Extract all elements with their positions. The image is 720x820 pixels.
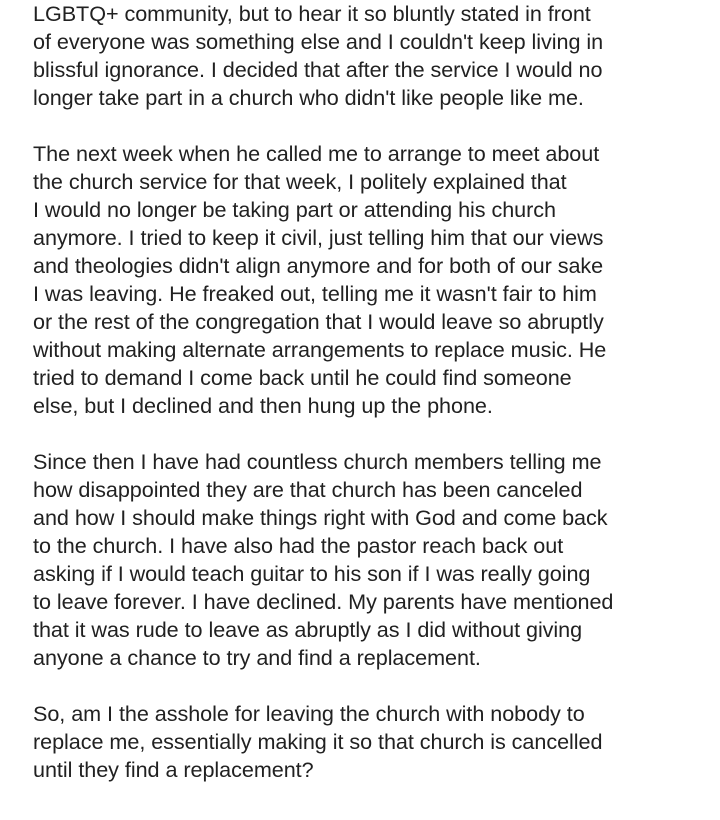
text-line: and theologies didn't align anymore and for both of our sake bbox=[33, 253, 604, 278]
text-line: the church service for that week, I politely explained that bbox=[33, 169, 567, 194]
paragraph-4 bbox=[33, 700, 703, 784]
text-line: to the church. I have also had the pastor reach back out bbox=[33, 533, 564, 558]
text-line: until they find a replacement? bbox=[33, 757, 314, 782]
text-line: The next week when he called me to arrange to meet about bbox=[33, 141, 600, 166]
text-line: replace me, essentially making it so that church is cancelled bbox=[33, 729, 603, 754]
text-line: I was leaving. He freaked out, telling me it wasn't fair to him bbox=[33, 281, 597, 306]
text-line: to leave forever. I have declined. My parents have mentioned bbox=[33, 589, 614, 614]
text-line: and how I should make things right with God and come back bbox=[33, 505, 608, 530]
text-line: I would no longer be taking part or attending his church bbox=[33, 197, 556, 222]
text-line: else, but I declined and then hung up the phone. bbox=[33, 393, 493, 418]
text-line: tried to demand I come back until he could find someone bbox=[33, 365, 572, 390]
text-line: anymore. I tried to keep it civil, just telling him that our views bbox=[33, 225, 604, 250]
text-line: Since then I have had countless church members telling me bbox=[33, 449, 602, 474]
text-line: of everyone was something else and I couldn't keep living in bbox=[33, 29, 604, 54]
text-line: that it was rude to leave as abruptly as I did without giving bbox=[33, 617, 583, 642]
text-line: without making alternate arrangements to replace music. He bbox=[33, 337, 607, 362]
text-line: longer take part in a church who didn't like people like me. bbox=[33, 85, 584, 110]
text-line: asking if I would teach guitar to his son if I was really going bbox=[33, 561, 591, 586]
text-line: or the rest of the congregation that I would leave so abruptly bbox=[33, 309, 604, 334]
text-line: anyone a chance to try and find a replacement. bbox=[33, 645, 481, 670]
text-line: blissful ignorance. I decided that after the service I would no bbox=[33, 57, 603, 82]
paragraph-2 bbox=[33, 140, 703, 420]
paragraph-3 bbox=[33, 448, 703, 672]
post-body bbox=[33, 0, 703, 812]
paragraph-1 bbox=[33, 0, 703, 112]
text-line: LGBTQ+ community, but to hear it so bluntly stated in front bbox=[33, 1, 591, 26]
text-line: how disappointed they are that church has been canceled bbox=[33, 477, 583, 502]
text-line: So, am I the asshole for leaving the church with nobody to bbox=[33, 701, 585, 726]
